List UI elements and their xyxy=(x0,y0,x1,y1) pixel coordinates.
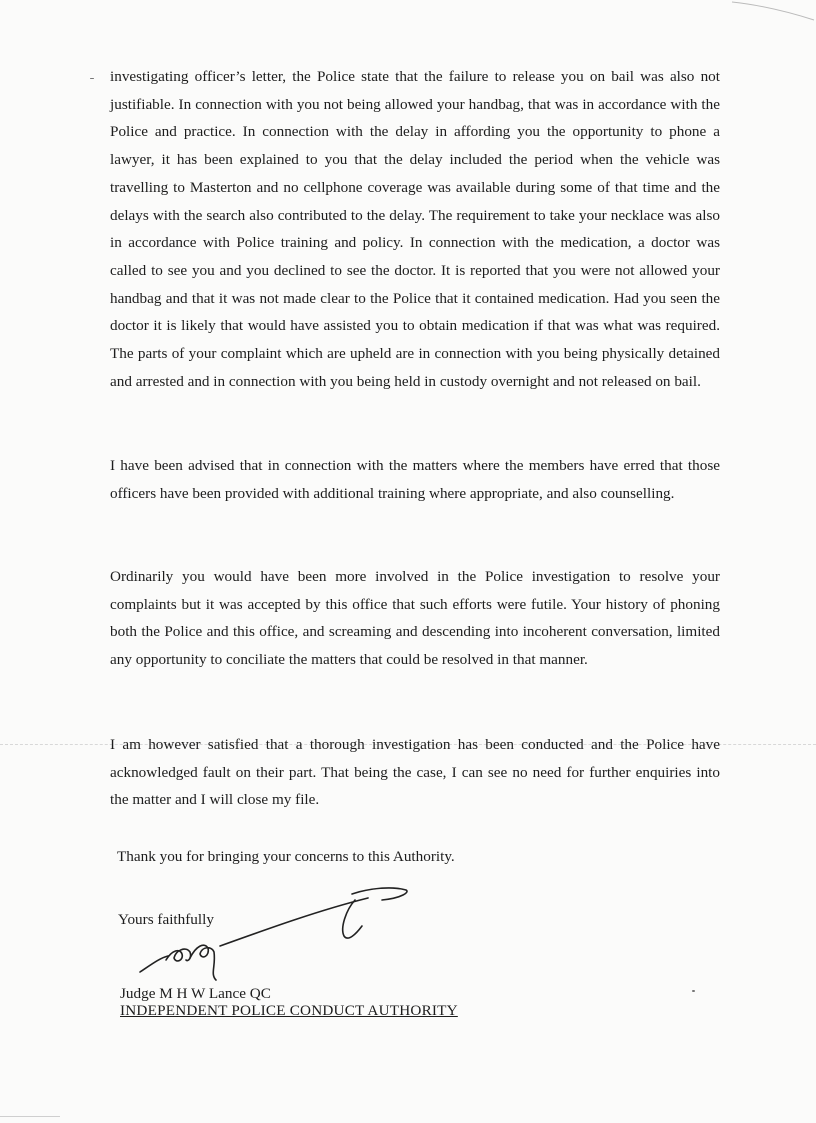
scan-speck xyxy=(692,990,695,992)
signer-name: Judge M H W Lance QC xyxy=(120,985,271,1002)
paragraph-closing-file: I am however satisfied that a thorough investigation has been conducted and the Police have acknowledged fault on their part. That being the case, I can see no need for further enquiries into the matter and I will close my file. xyxy=(110,736,720,809)
handwritten-signature xyxy=(130,880,420,990)
paragraph-complaint-resolution: Ordinarily you would have been more involved in the Police investigation to resolve your complaints but it was accepted by this office that such efforts were futile. Your history of phoning both the Police and this office, and screaming and descending into incoherent conversation, limited any opportunity to conciliate the matters that could be resolved in that manner. xyxy=(110,568,720,669)
scan-edge-line xyxy=(0,1116,60,1117)
paragraph-training-outcome: I have been advised that in connection with the matters where the members have erred that those officers have been provided with additional training where appropriate, and also counselling. xyxy=(110,457,720,502)
paragraph-investigation-findings: investigating officer’s letter, the Police state that the failure to release you on bail was also not justifiable. In connection with you not being allowed your handbag, that was in accordance with the Police and practice. In connection with the delay in affording you the opportunity to phone a lawyer, it has been explained to you that the delay included the period when the vehicle was travelling to Masterton and no cellphone coverage was available during some of that time and the delays with the search also contributed to the delay. The requirement to take your necklace was also in accordance with Police training and policy. In connection with the medication, a doctor was called to see you and you declined to see the doctor. It is reported that you were not allowed your handbag and that it was not made clear to the Police that it contained medication. Had you seen the doctor it is likely that would have assisted you to obtain medication if that was what was required. The parts of your complaint which are upheld are in connection with you being physically detained and arrested and in connection with you being held in custody overnight and not released on bail. xyxy=(110,68,720,390)
organisation-name: INDEPENDENT POLICE CONDUCT AUTHORITY xyxy=(120,1002,458,1019)
scan-speck xyxy=(90,78,94,79)
paragraph-thanks: Thank you for bringing your concerns to this Authority. xyxy=(117,848,455,865)
scan-corner-mark xyxy=(730,0,816,22)
closing-salutation: Yours faithfully xyxy=(118,911,214,928)
